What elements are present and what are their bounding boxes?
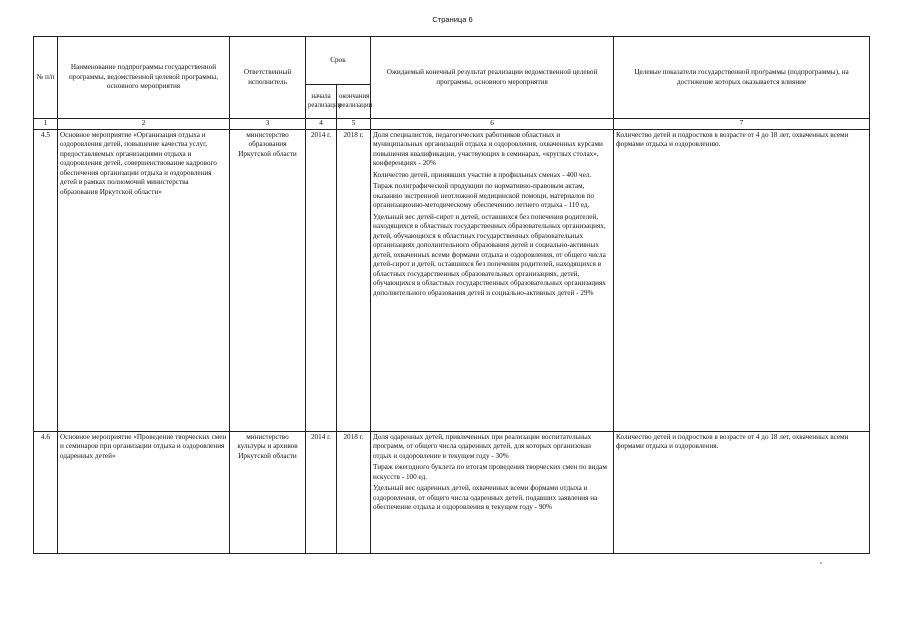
result-item: Количество детей, принявших участие в профильных сменах - 400 чел. [373, 170, 592, 179]
activity-name: Основное мероприятие «Проведение творческих смен и семинаров при организации отдыха и оздоровления одаренных детей» [58, 431, 230, 553]
column-number: 5 [337, 119, 371, 130]
result-item: Доля специалистов, педагогических работников областных и муниципальных организаций отдыха и оздоровления, охваченных курсами повышения квалификации, участвующих в семинарах, «круглых столах», конференциях - 20% [373, 130, 603, 168]
scan-speck [820, 562, 822, 564]
program-table [33, 36, 870, 554]
column-number: 4 [306, 119, 337, 130]
end-year: 2018 г. [337, 129, 371, 431]
end-year: 2018 г. [337, 431, 371, 553]
header-targets: Целевые показатели государственной программы (подпрограммы), на достижение которых оказывается влияние [614, 37, 870, 119]
table-row [34, 431, 870, 553]
column-numbers-row [34, 119, 870, 130]
column-number: 7 [614, 119, 870, 130]
result-item: Удельный вес одаренных детей, охваченных всеми формами отдыха и оздоровления, от общего числа одаренных детей, подавших заявления на обеспечение отдыха и оздоровления в текущем году - 90% [373, 484, 598, 512]
column-number: 2 [58, 119, 230, 130]
result-item: Тираж ежегодного буклета по итогам проведения творческих смен по видам искусств - 100 ед. [373, 463, 607, 481]
column-number: 1 [34, 119, 58, 130]
start-year: 2014 г. [306, 431, 337, 553]
column-number: 3 [230, 119, 306, 130]
header-term: Срок [306, 37, 371, 85]
activity-name: Основное мероприятие «Организация отдыха и оздоровления детей, повышение качества услуг, предоставляемых организациями отдыха и оздоровления детей, совершенствование кадрового обеспечения организации отдыха и оздоровления детей в рамках полномочий министерства образования Иркутской области» [58, 129, 230, 431]
result-item: Тираж полиграфической продукции по нормативно-правовым актам, оказанию экстренной неотложной медицинской помощи, материалов по организационно-методическому обеспечению летнего отдыха - 110 ед. [373, 182, 595, 210]
table-row [34, 129, 870, 431]
executor: министерство образования Иркутской области [230, 129, 306, 431]
start-year: 2014 г. [306, 129, 337, 431]
page-label: Страница 6 [432, 15, 473, 24]
expected-results [371, 431, 614, 553]
header-end: окончания реализации [337, 85, 371, 119]
result-item: Доля одаренных детей, привлеченных при реализации воспитательных программ, от общего числа одаренных детей, для которых организован отдых и оздоровление в текущем году - 30% [373, 432, 592, 460]
result-item: Удельный вес детей-сирот и детей, оставшихся без попечения родителей, находящихся в областных государственных образовательных организациях, детей, обучающихся в областных государственных образовательных организациях дополнительного образования детей и социально-активных детей, охваченных всеми формами отдыха и оздоровления, от общего числа детей-сирот и детей, оставшихся без попечения родителей, находящихся в областных государственных образовательных организациях, детей, обучающихся в областных государственных образовательных организациях дополнительного образования детей и социально-активных детей - 29% [373, 212, 606, 297]
header-name: Наименование подпрограммы государственной программы, ведомственной целевой программы, основного мероприятия [58, 37, 230, 119]
target-indicators: Количество детей и подростков в возрасте от 4 до 18 лет, охваченных всеми формами отдыха и оздоровления. [614, 431, 870, 553]
row-number: 4.6 [34, 431, 58, 553]
header-start: начала реализации [306, 85, 337, 119]
header-results: Ожидаемый конечный результат реализации ведомственной целевой программы, основного мероприятия [371, 37, 614, 119]
header-number: № п/п [34, 37, 58, 119]
target-indicators: Количество детей и подростков в возрасте от 4 до 18 лет, охваченных всеми формами отдыха и оздоровлению. [614, 129, 870, 431]
expected-results [371, 129, 614, 431]
executor: министерство культуры и архивов Иркутской области [230, 431, 306, 553]
row-number: 4.5 [34, 129, 58, 431]
header-executor: Ответственный исполнитель [230, 37, 306, 119]
column-number: 6 [371, 119, 614, 130]
